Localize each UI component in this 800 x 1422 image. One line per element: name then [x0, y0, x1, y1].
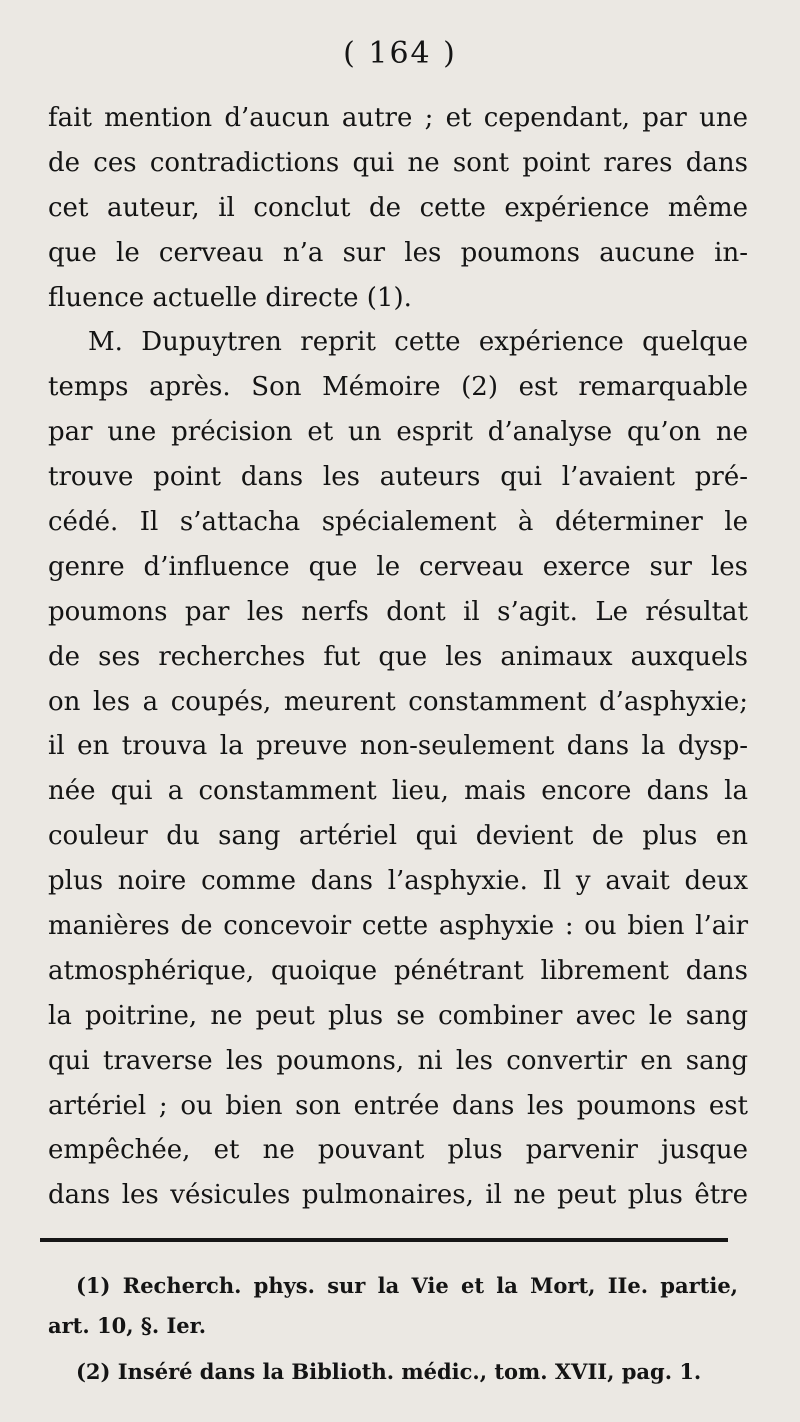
text-line: il en trouva la preuve non-seulement dans la dysp-: [48, 731, 748, 762]
text-line: couleur du sang artériel qui devient de plus en: [48, 821, 748, 852]
text-line: trouve point dans les auteurs qui l’avaient pré-: [48, 462, 748, 493]
page-number: ( 164 ): [343, 36, 457, 71]
text-line: par une précision et un esprit d’analyse qu’on ne: [48, 417, 748, 448]
text-line: atmosphérique, quoique pénétrant librement dans: [48, 955, 748, 986]
text-line: artériel ; ou bien son entrée dans les poumons est: [48, 1090, 748, 1121]
footnotes: [48, 1266, 738, 1392]
text-line: la poitrine, ne peut plus se combiner avec le sang: [48, 1000, 748, 1031]
text-line: genre d’influence que le cerveau exerce sur les: [48, 551, 748, 582]
text-line: fait mention d’aucun autre ; et cependant, par une: [48, 103, 748, 133]
text-line: née qui a constamment lieu, mais encore dans la: [48, 776, 748, 807]
text-line: de ses recherches fut que les animaux auxquels: [48, 641, 748, 672]
body-text: [48, 96, 748, 1218]
text-line: manières de concevoir cette asphyxie : ou bien l’air: [48, 911, 748, 942]
text-line: poumons par les nerfs dont il s’agit. Le résultat: [48, 596, 748, 627]
footnote-line: art. 10, §. Ier.: [48, 1313, 207, 1338]
text-line: de ces contradictions qui ne sont point rares dans: [48, 147, 748, 178]
text-line: empêchée, et ne pouvant plus parvenir jusque: [48, 1135, 748, 1166]
text-line: dans les vésicules pulmonaires, il ne peut plus être: [48, 1180, 748, 1211]
text-line: temps après. Son Mémoire (2) est remarquable: [48, 372, 748, 403]
text-line: M. Dupuytren reprit cette expérience quelque: [88, 327, 748, 358]
text-line: cédé. Il s’attacha spécialement à déterminer le: [48, 507, 748, 538]
footnote-line: (1) Recherch. phys. sur la Vie et la Mort, IIe. partie,: [76, 1273, 738, 1298]
footnote-line: (2) Inséré dans la Biblioth. médic., tom. XVII, pag. 1.: [76, 1359, 702, 1384]
text-line: que le cerveau n’a sur les poumons aucune in-: [48, 237, 748, 268]
text-line: qui traverse les poumons, ni les convertir en sang: [48, 1045, 748, 1076]
text-line: cet auteur, il conclut de cette expérience même: [48, 192, 748, 223]
text-line: on les a coupés, meurent constamment d’asphyxie;: [48, 686, 748, 717]
footnote-divider: [40, 1238, 728, 1242]
text-line: fluence actuelle directe (1).: [48, 282, 412, 313]
text-line: plus noire comme dans l’asphyxie. Il y avait deux: [48, 866, 748, 897]
